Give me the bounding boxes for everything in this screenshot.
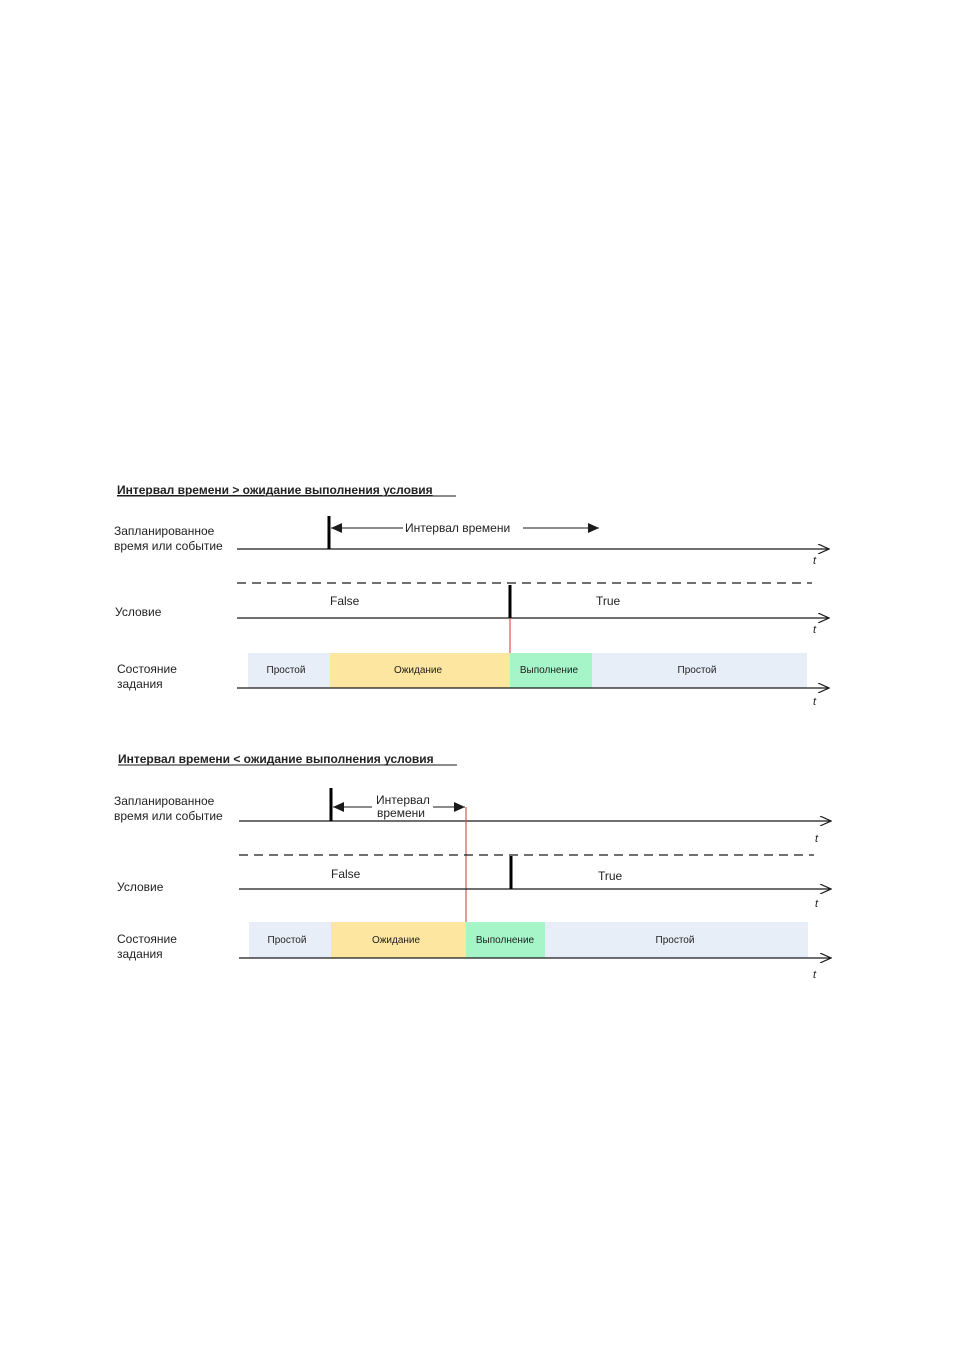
condition-axis-t-label: t (813, 624, 817, 636)
scheduled-row-label-line1: Запланированное (114, 794, 215, 808)
scheduled-axis-t-label: t (813, 555, 817, 567)
interval-label-line2: времени (377, 806, 425, 820)
condition-false-label: False (330, 594, 360, 608)
diagram-2 (114, 752, 831, 981)
interval-label: Интервал времени (405, 521, 511, 535)
state-axis-t-label: t (813, 696, 817, 708)
state-row-label-line2: задания (117, 947, 163, 961)
state-waiting-label: Ожидание (371, 935, 421, 946)
condition-true-label: True (598, 869, 623, 883)
interval-label-line1: Интервал (376, 793, 430, 807)
state-axis-t-label: t (813, 969, 817, 981)
scheduled-row-label-line2: время или событие (114, 539, 223, 553)
condition-row-label: Условие (115, 605, 162, 619)
scheduled-axis-t-label: t (815, 833, 819, 845)
diagram-1-title: Интервал времени > ожидание выполнения условия (117, 483, 433, 497)
diagram-2-title: Интервал времени < ожидание выполнения условия (118, 752, 434, 766)
diagram-1 (114, 483, 829, 708)
state-row-label-line2: задания (117, 677, 163, 691)
condition-false-label: False (331, 867, 361, 881)
state-idle-label-2: Простой (677, 665, 717, 676)
state-idle-label-2: Простой (655, 935, 695, 946)
state-row-label-line1: Состояние (117, 932, 177, 946)
state-row-label-line1: Состояние (117, 662, 177, 676)
state-idle-label-1: Простой (266, 665, 306, 676)
condition-axis-t-label: t (815, 898, 819, 910)
state-idle-label-1: Простой (267, 935, 307, 946)
scheduled-row-label-line1: Запланированное (114, 524, 215, 538)
condition-true-label: True (596, 594, 621, 608)
state-running-label: Выполнение (519, 665, 579, 676)
state-waiting-label: Ожидание (393, 665, 443, 676)
condition-row-label: Условие (117, 880, 164, 894)
scheduled-row-label-line2: время или событие (114, 809, 223, 823)
state-running-label: Выполнение (475, 935, 535, 946)
